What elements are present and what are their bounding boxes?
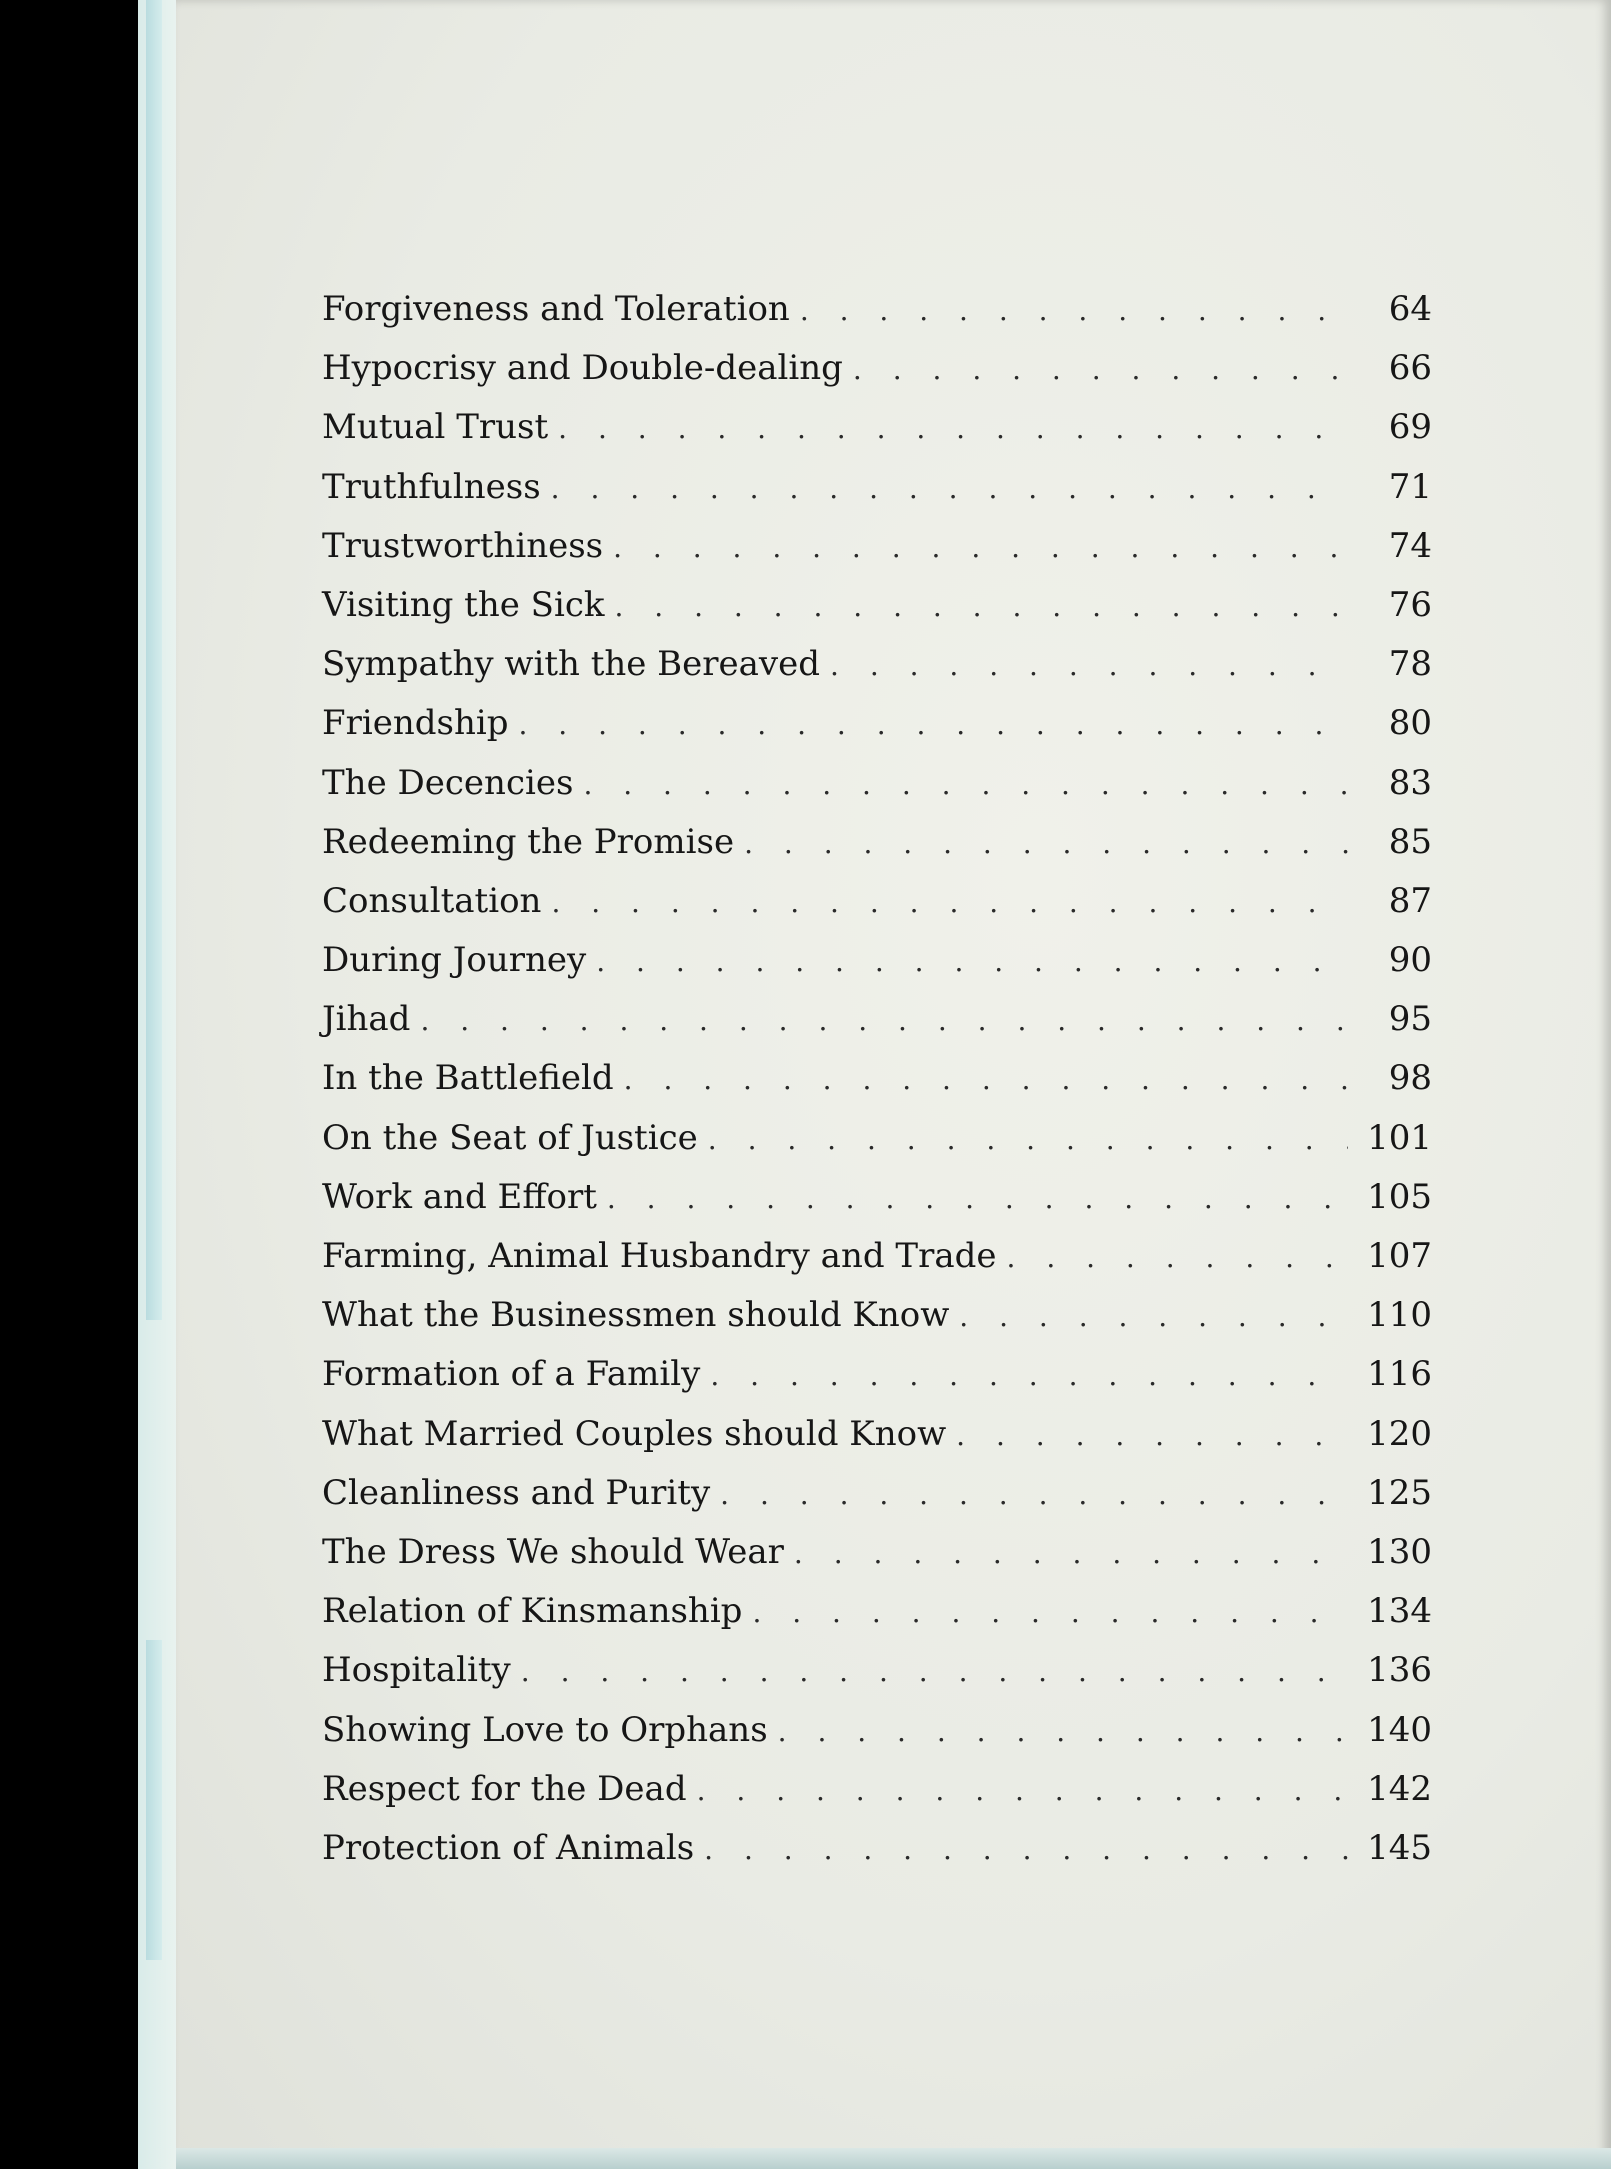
toc-entry bbox=[322, 694, 1432, 753]
toc-page-number: 69 bbox=[1388, 407, 1432, 448]
toc-entry bbox=[322, 1582, 1432, 1641]
toc-entry bbox=[322, 1345, 1432, 1404]
toc-entry-title: Consultation bbox=[322, 880, 542, 921]
toc-dot-leader bbox=[778, 1702, 1348, 1761]
toc-entry-title: Showing Love to Orphans bbox=[322, 1709, 768, 1750]
toc-entry-title: The Dress We should Wear bbox=[322, 1531, 784, 1572]
toc-entry bbox=[322, 1286, 1432, 1345]
toc-dot-leader bbox=[596, 932, 1348, 991]
toc-dot-leader bbox=[959, 1287, 1348, 1346]
toc-dot-leader bbox=[583, 755, 1348, 814]
toc-page-number: 101 bbox=[1367, 1117, 1432, 1158]
toc-page-number: 107 bbox=[1367, 1236, 1432, 1276]
toc-dot-leader bbox=[710, 1346, 1348, 1405]
toc-entry bbox=[322, 458, 1432, 517]
toc-entry bbox=[322, 398, 1432, 457]
toc-page-number: 66 bbox=[1388, 348, 1432, 389]
toc-dot-leader bbox=[720, 1465, 1348, 1524]
toc-dot-leader bbox=[704, 1820, 1348, 1879]
toc-entry-title: Protection of Animals bbox=[322, 1827, 695, 1868]
toc-entry-title: Respect for the Dead bbox=[322, 1768, 687, 1809]
toc-entry-title: Hospitality bbox=[322, 1650, 511, 1691]
toc-entry-title: What Married Couples should Know bbox=[322, 1413, 947, 1454]
toc-entry bbox=[322, 1641, 1432, 1700]
toc-page-number: 136 bbox=[1367, 1650, 1432, 1691]
toc-page-number: 140 bbox=[1367, 1709, 1432, 1750]
toc-entry bbox=[322, 635, 1432, 694]
toc-entry-title: Formation of a Family bbox=[322, 1354, 701, 1395]
toc-entry-title: Redeeming the Promise bbox=[322, 821, 735, 862]
stamp-band bbox=[146, 0, 162, 1320]
toc-dot-leader bbox=[752, 1583, 1348, 1642]
stamp-band bbox=[146, 1640, 162, 1960]
toc-entry bbox=[322, 1819, 1432, 1878]
toc-entry bbox=[322, 1109, 1432, 1168]
toc-page-number: 116 bbox=[1367, 1354, 1432, 1395]
toc-entry bbox=[322, 1049, 1432, 1108]
toc-entry-title: Visiting the Sick bbox=[322, 584, 605, 625]
toc-dot-leader bbox=[697, 1761, 1348, 1820]
toc-entry-title: Jihad bbox=[322, 999, 411, 1040]
toc-entry-title: Work and Effort bbox=[322, 1176, 597, 1217]
toc-entry bbox=[322, 990, 1432, 1049]
toc-entry bbox=[322, 1760, 1432, 1819]
toc-page-number: 87 bbox=[1388, 880, 1432, 921]
toc-page-number: 78 bbox=[1388, 644, 1432, 685]
toc-page-number: 145 bbox=[1367, 1827, 1432, 1868]
toc-entry-title: Farming, Animal Husbandry and Trade bbox=[322, 1236, 997, 1276]
toc-dot-leader bbox=[956, 1406, 1348, 1465]
toc-page-number: 110 bbox=[1367, 1295, 1432, 1336]
toc-dot-leader bbox=[558, 399, 1348, 458]
toc-page-number: 105 bbox=[1367, 1176, 1432, 1217]
toc-dot-leader bbox=[794, 1524, 1348, 1583]
toc-entry bbox=[322, 872, 1432, 931]
toc-entry-title: What the Businessmen should Know bbox=[322, 1295, 950, 1336]
toc-entry-title: Forgiveness and Toleration bbox=[322, 289, 790, 329]
toc-entry-title: Sympathy with the Bereaved bbox=[322, 644, 821, 685]
toc-entry bbox=[322, 339, 1432, 398]
toc-page-number: 80 bbox=[1388, 703, 1432, 744]
toc-entry bbox=[322, 1523, 1432, 1582]
toc-entry bbox=[322, 1464, 1432, 1523]
toc-entry-title: The Decencies bbox=[322, 762, 574, 803]
toc-dot-leader bbox=[420, 991, 1348, 1050]
toc-dot-leader bbox=[551, 459, 1348, 518]
toc-entry bbox=[322, 280, 1432, 339]
toc-entry bbox=[322, 517, 1432, 576]
toc-entry-title: On the Seat of Justice bbox=[322, 1117, 698, 1158]
toc-entry-title: During Journey bbox=[322, 940, 587, 981]
toc-page-number: 74 bbox=[1388, 525, 1432, 566]
toc-dot-leader bbox=[521, 1642, 1348, 1701]
toc-entry-title: Friendship bbox=[322, 703, 509, 744]
toc-entry bbox=[322, 576, 1432, 635]
toc-dot-leader bbox=[744, 814, 1348, 873]
toc-dot-leader bbox=[853, 340, 1348, 399]
toc-page-number: 83 bbox=[1388, 762, 1432, 803]
toc-dot-leader bbox=[613, 518, 1348, 577]
toc-entry bbox=[322, 1701, 1432, 1760]
toc-dot-leader bbox=[614, 577, 1348, 636]
toc-entry-title: In the Battlefield bbox=[322, 1058, 614, 1099]
toc-entry-title: Truthfulness bbox=[322, 466, 541, 507]
toc-entry bbox=[322, 931, 1432, 990]
toc-entry bbox=[322, 1168, 1432, 1227]
toc-entry bbox=[322, 813, 1432, 872]
toc-page-number: 85 bbox=[1388, 821, 1432, 862]
toc-page-number: 120 bbox=[1367, 1413, 1432, 1454]
toc-entry-title: Trustworthiness bbox=[322, 525, 604, 566]
toc-dot-leader bbox=[830, 636, 1348, 695]
toc-entry-title: Cleanliness and Purity bbox=[322, 1472, 711, 1513]
toc-page-number: 134 bbox=[1367, 1591, 1432, 1632]
toc-entry bbox=[322, 754, 1432, 813]
toc-dot-leader bbox=[800, 281, 1348, 340]
toc-page-number: 64 bbox=[1388, 289, 1432, 329]
toc-dot-leader bbox=[519, 695, 1349, 754]
toc-page-number: 98 bbox=[1388, 1058, 1432, 1099]
toc-dot-leader bbox=[624, 1050, 1348, 1109]
toc-page-number: 71 bbox=[1388, 466, 1432, 507]
toc-entry-title: Hypocrisy and Double-dealing bbox=[322, 348, 843, 389]
toc-page-number: 130 bbox=[1367, 1531, 1432, 1572]
toc-page-number: 76 bbox=[1388, 584, 1432, 625]
toc-page-number: 125 bbox=[1367, 1472, 1432, 1513]
toc-dot-leader bbox=[551, 873, 1348, 932]
toc-page-number: 95 bbox=[1388, 999, 1432, 1040]
toc-dot-leader bbox=[607, 1169, 1348, 1228]
toc-page-number: 90 bbox=[1388, 940, 1432, 981]
toc-entry bbox=[322, 1405, 1432, 1464]
toc-entry-title: Mutual Trust bbox=[322, 407, 549, 448]
toc-dot-leader bbox=[708, 1110, 1348, 1169]
toc-entry-title: Relation of Kinsmanship bbox=[322, 1591, 743, 1632]
table-of-contents bbox=[322, 280, 1432, 1878]
toc-page-number: 142 bbox=[1367, 1768, 1432, 1809]
page-bottom-edge bbox=[176, 2148, 1611, 2169]
toc-dot-leader bbox=[1007, 1228, 1348, 1287]
toc-entry bbox=[322, 1227, 1432, 1286]
